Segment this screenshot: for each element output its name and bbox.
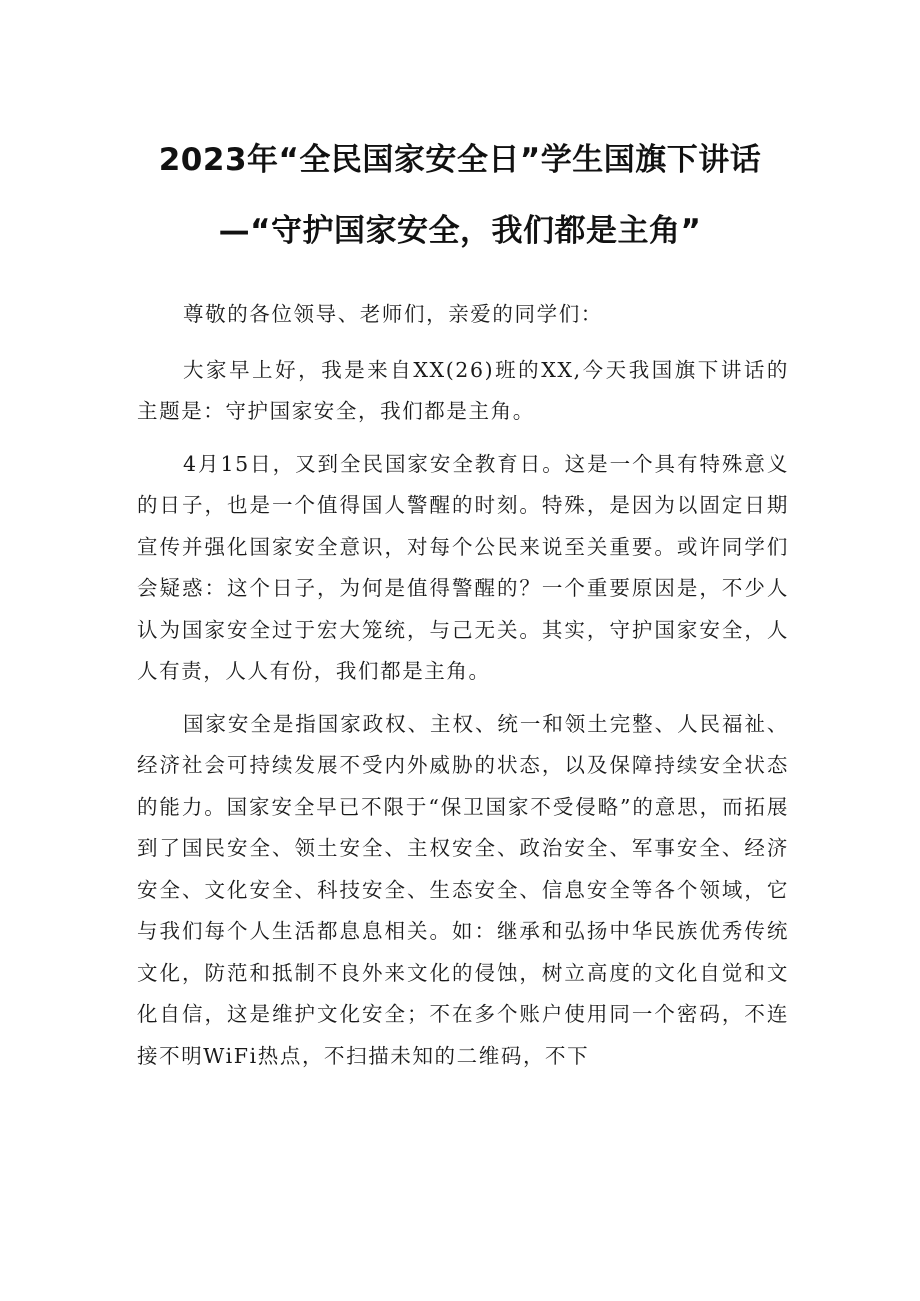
body-paragraph: 大家早上好，我是来自XX(26)班的XX,今天我国旗下讲话的主题是：守护国家安全，我们都是主角。 xyxy=(137,357,789,423)
salutation-paragraph: 尊敬的各位领导、老师们，亲爱的同学们： xyxy=(183,302,603,326)
document-title: 2023年“全民国家安全日”学生国旗下讲话 xyxy=(158,142,762,178)
document-body xyxy=(137,294,789,1088)
document-subtitle: —“守护国家安全，我们都是主角” xyxy=(218,213,702,249)
body-paragraph: 国家安全是指国家政权、主权、统一和领土完整、人民福祉、经济社会可持续发展不受内外威胁的状态，以及保障持续安全状态的能力。国家安全早已不限于“保卫国家不受侵略”的意思，而拓展到了国民安全、领土安全、主权安全、政治安全、军事安全、经济安全、文化安全、科技安全、生态安全、信息安全等各个领域，它与我们每个人生活都息息相关。如：继承和弘扬中华民族优秀传统文化，防范和抵制不良外来文化的侵蚀，树立高度的文化自觉和文化自信，这是维护文化安全；不在多个账户使用同一个密码，不连接不明WiFi热点，不扫描未知的二维码，不下 xyxy=(137,711,789,1068)
body-paragraph: 4月15日，又到全民国家安全教育日。这是一个具有特殊意义的日子，也是一个值得国人警醒的时刻。特殊，是因为以固定日期宣传并强化国家安全意识，对每个公民来说至关重要。或许同学们会疑惑：这个日子，为何是值得警醒的？一个重要原因是，不少人认为国家安全过于宏大笼统，与己无关。其实，守护国家安全，人人有责，人人有份，我们都是主角。 xyxy=(137,451,789,683)
